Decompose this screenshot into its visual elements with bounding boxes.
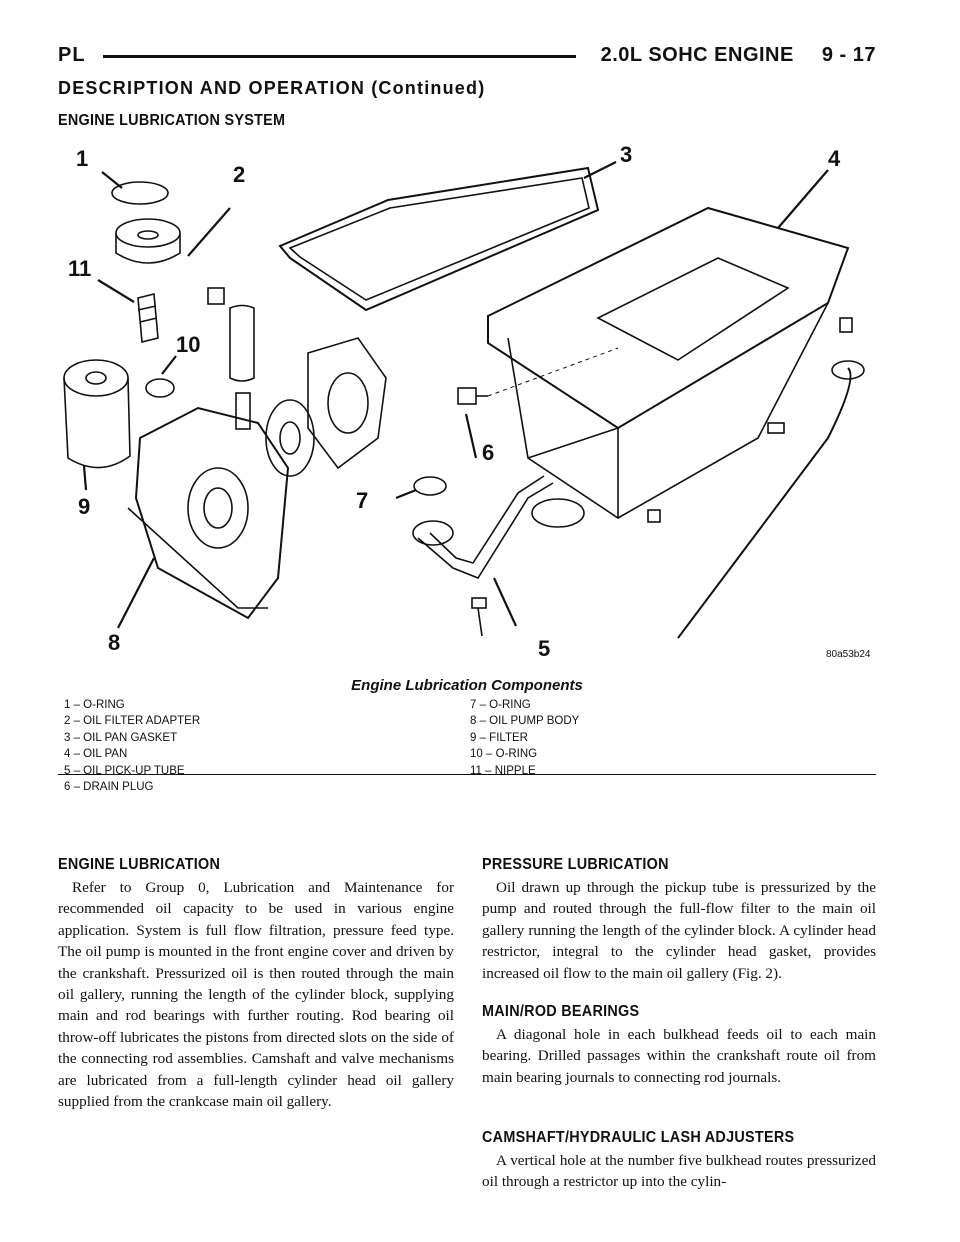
legend-item: 5 – OIL PICK-UP TUBE [64,764,185,777]
nipple-drawing [138,294,158,342]
legend-right [470,697,579,779]
oil-pump-body-drawing [128,408,288,618]
header-right [601,44,876,67]
pressure-lubrication-body [482,877,876,984]
heading-main-rod-bearings: MAIN/ROD BEARINGS [482,1003,640,1020]
legend-item: 10 – O-RING [470,748,538,761]
callout-4: 4 [828,146,841,171]
legend-item: 2 – OIL FILTER ADAPTER [64,715,201,728]
oil-pump-rotors-drawing [266,400,314,476]
header-section: 2.0L SOHC ENGINE [600,44,794,66]
callout-1: 1 [76,146,89,171]
main-rod-bearings-text: A diagonal hole in each bulkhead feeds oil to each main bearing. Drilled passages within the crankshaft route oil from main bearing journals to connecting rod journals. [482,1026,876,1086]
figure-id: 80a53b24 [826,649,871,660]
relief-valve-drawing [208,288,254,429]
header-page-number: 9 - 17 [821,44,876,66]
legend-item: 7 – O-RING [470,699,531,711]
o-ring-10-drawing [146,379,174,397]
callout-11: 11 [68,256,92,281]
legend-item: 4 – OIL PAN [64,748,128,761]
header-manual-code: PL [58,44,86,66]
oil-filter-adapter-drawing [112,182,180,263]
dipstick-drawing [648,318,864,638]
figure-caption: Engine Lubrication Components [351,677,583,694]
callout-10: 10 [176,332,201,357]
callout-2: 2 [233,162,246,187]
camshaft-body [482,1150,876,1193]
pressure-lubrication-text: Oil drawn up through the pickup tube is pressurized by the pump and routed through the full-flow filter to the main oil gallery running the length of the cylinder block. A cylinder head restrictor, integral to the cylinder head gasket, provides increased oil flow to the main oil gallery (Fig. 2). [482,879,876,982]
callout-5: 5 [538,636,551,661]
oil-pump-cover-drawing [308,338,386,468]
o-ring-7-drawing [414,477,446,495]
main-rod-bearings-body [482,1024,876,1088]
legend-item: 8 – OIL PUMP BODY [470,715,580,728]
oil-pan-drawing [488,208,848,518]
oil-pan-gasket-drawing [280,168,598,310]
engine-lubrication-diagram [58,138,894,668]
callout-3: 3 [620,142,633,167]
engine-lubrication-body [58,877,454,1112]
oil-pickup-tube-drawing [413,476,584,636]
header-rule [103,55,576,58]
page-header [58,40,876,70]
callout-7: 7 [356,488,369,513]
callout-6: 6 [482,440,495,465]
callout-9: 9 [78,494,91,519]
legend-item: 3 – OIL PAN GASKET [64,731,178,744]
legend-rule [58,774,876,775]
figure-heading: ENGINE LUBRICATION SYSTEM [58,112,286,129]
camshaft-text: A vertical hole at the number five bulkhead routes pressurized oil through a restrictor up into the cylin- [482,1152,876,1191]
oil-filter-drawing [64,360,130,468]
heading-pressure-lubrication: PRESSURE LUBRICATION [482,856,669,873]
legend-left [64,697,200,795]
callout-8: 8 [108,630,121,655]
heading-engine-lubrication: ENGINE LUBRICATION [58,856,221,873]
section-title: DESCRIPTION AND OPERATION (Continued) [58,78,486,98]
heading-camshaft-lash-adjusters: CAMSHAFT/HYDRAULIC LASH ADJUSTERS [482,1129,795,1146]
legend-item: 11 – NIPPLE [470,764,536,777]
legend-item: 6 – DRAIN PLUG [64,781,154,794]
engine-lubrication-text: Refer to Group 0, Lubrication and Maintenance for recommended oil capacity to be used in various engine application. System is full flow filtration, pressure feed type. The oil pump is mounted in the front engine cover and driven by the crankshaft. Pressurized oil is then routed through the main oil gallery, running the length of the cylinder block, supplying main and rod bearings with further routing. Rod bearing oil throw-off lubricates the pistons from directed slots on the side of the connecting rod assemblies. Camshaft and valve mechanisms are lubricated from a full-length cylinder head oil gallery supplied from the crankcase main oil gallery. [58,879,454,1111]
legend-item: 1 – O-RING [64,699,125,711]
legend-item: 9 – FILTER [470,731,528,744]
